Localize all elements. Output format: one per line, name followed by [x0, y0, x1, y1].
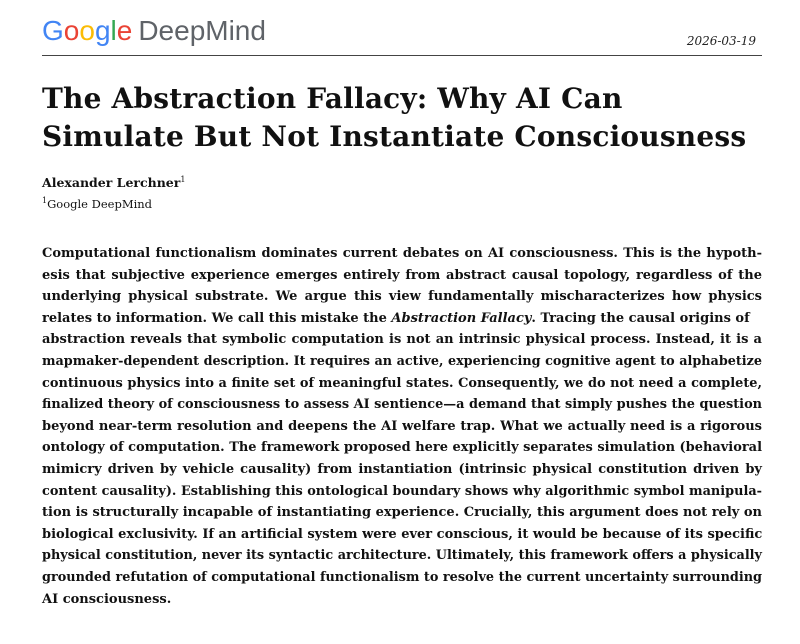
abstract-line: tion is structurally incapable of instantiating experience. Crucially, this argument does not rely on — [42, 505, 762, 521]
abstract-line: biological exclusivity. If an artificial system were ever conscious, it would be because of its specific — [42, 526, 763, 542]
abstract-line: Computational functionalism dominates current debates on AI consciousness. This is the hypoth- — [42, 246, 762, 261]
logo-letter: G — [42, 15, 64, 46]
affiliation-line — [42, 196, 152, 211]
header-divider — [42, 55, 762, 56]
page-header — [42, 12, 762, 54]
abstract-emphasis: Abstraction Fallacy — [391, 310, 532, 326]
google-deepmind-logo — [42, 12, 266, 50]
abstract-line: mapmaker-dependent description. It requires an active, experiencing cognitive agent to alphabetize — [42, 353, 762, 369]
logo-letter: l — [110, 15, 117, 46]
abstract-line: ontology of computation. The framework proposed here explicitly separates simulation (behavioral — [42, 440, 762, 456]
abstract-line: grounded refutation of computational functionalism to resolve the current uncertainty surrounding — [42, 569, 762, 585]
author-name: Alexander Lerchner — [42, 175, 181, 190]
abstract-line: mimicry driven by vehicle causality) from instantiation (intrinsic physical constitution driven by — [42, 461, 762, 477]
abstract-line: finalized theory of consciousness to assess AI sentience—a demand that simply pushes the question — [42, 397, 762, 413]
abstract — [42, 243, 762, 610]
abstract-line: AI consciousness. — [42, 591, 172, 607]
author-affiliation-mark: 1 — [180, 175, 186, 184]
abstract-line: continuous physics into a finite set of meaningful states. Consequently, we do not need a complete, — [42, 375, 762, 391]
logo-letter: e — [116, 15, 133, 46]
paper-title — [42, 80, 762, 156]
author-line — [42, 175, 185, 190]
abstract-line: beyond near-term resolution and deepens the AI welfare trap. What we actually need is a rigorous — [42, 418, 762, 434]
abstract-line: physical constitution, never its syntactic architecture. Ultimately, this framework offers a physically — [42, 548, 762, 564]
abstract-text: . Tracing the causal origins of — [531, 310, 750, 326]
title-line: Simulate But Not Instantiate Consciousness — [42, 120, 747, 153]
abstract-line: abstraction reveals that symbolic computation is not an intrinsic physical process. Instead, it is a — [42, 332, 762, 348]
logo-letter: o — [63, 15, 80, 46]
logo-letter: g — [94, 15, 111, 46]
logo-product-name: DeepMind — [138, 15, 266, 46]
abstract-line: underlying physical substrate. We argue this view fundamentally mischaracterizes how physics — [42, 289, 762, 305]
affiliation-name: Google DeepMind — [47, 197, 153, 211]
affiliation-mark: 1 — [42, 196, 48, 205]
abstract-line: content causality). Establishing this ontological boundary shows why algorithmic symbol manipula- — [42, 483, 762, 499]
abstract-text: relates to information. We call this mistake the — [42, 310, 392, 326]
publication-date: 2026-03-19 — [686, 34, 756, 48]
abstract-line — [42, 308, 762, 330]
title-line: The Abstraction Fallacy: Why AI Can — [42, 82, 623, 115]
logo-letter: o — [79, 15, 95, 46]
abstract-line: esis that subjective experience emerges entirely from abstract causal topology, regardless of the — [42, 267, 762, 283]
